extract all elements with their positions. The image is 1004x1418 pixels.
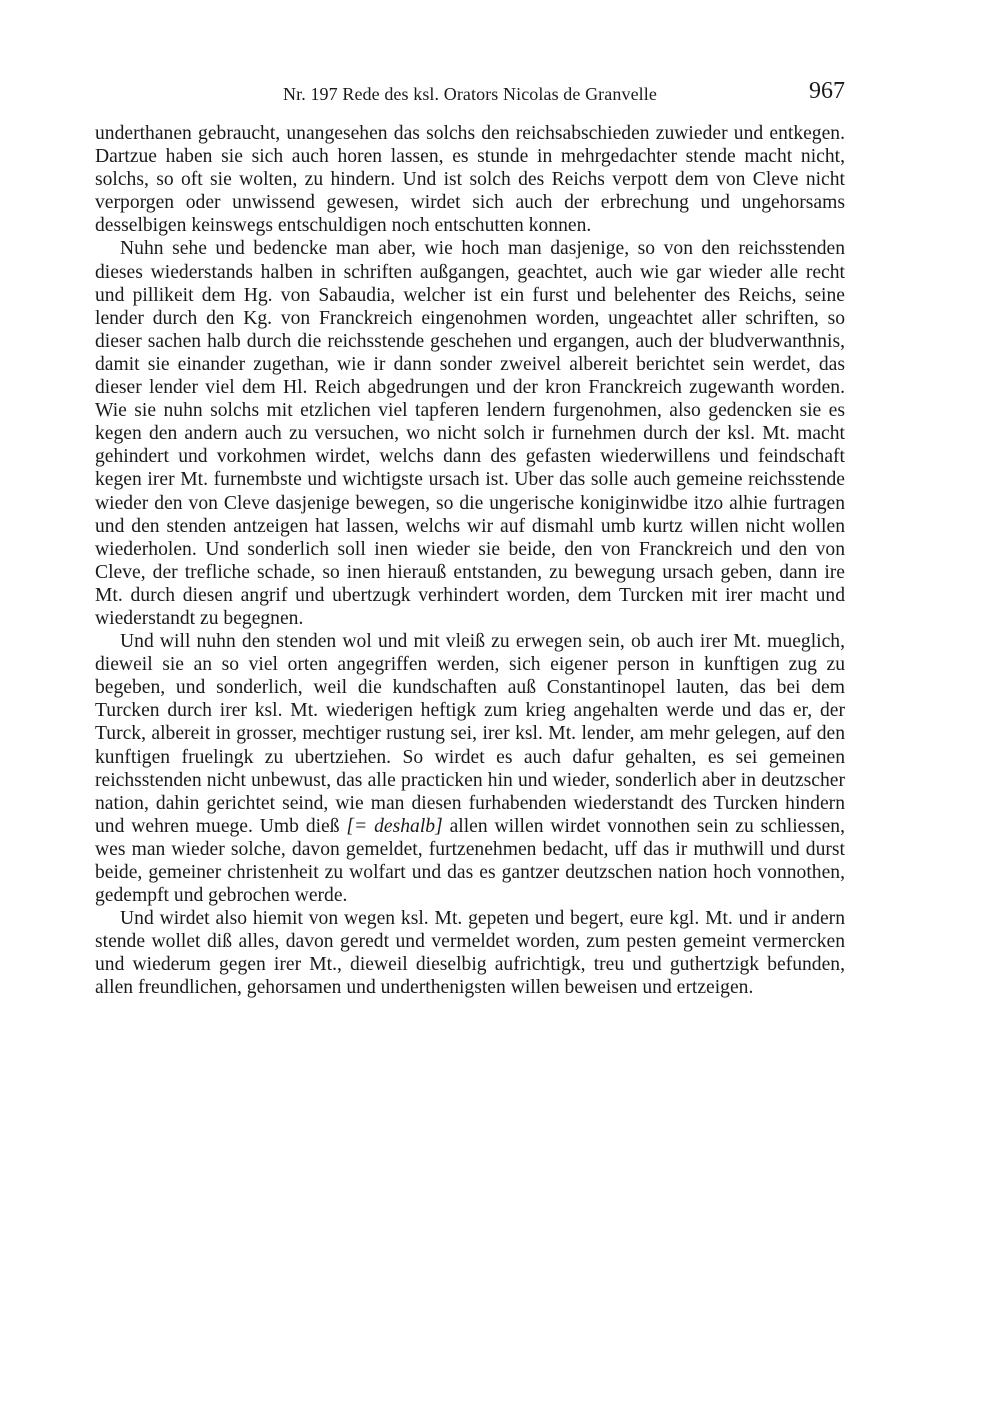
body-text <box>95 122 845 1000</box>
paragraph-text: Und will nuhn den stenden wol und mit vleiß zu erwegen sein, ob auch irer Mt. mueglich, dieweil sie an so viel orten angegriffen werden, sich eigener person in kunftigen zug zu begeben, und sonderlich, weil die kundschaften auß Constantinopel lauten, das bei dem Turcken durch irer ksl. Mt. wiederigen heftigk zum krieg angehalten werde und das er, der Turck, albereit in grosser, mechtiger rustung sei, irer ksl. Mt. lender, am mehr gelegen, auf den kunftigen fruelingk zu ubertziehen. So wirdet es auch dafur gehalten, es sei gemeinen reichsstenden nicht unbewust, das alle practicken hin und wieder, sonderlich aber in deutzscher nation, dahin gerichtet seind, wie man diesen furhabenden wiederstandt des Turcken hindern und wehren muege. Umb dieß <box>95 631 845 837</box>
paragraph-text: allen willen wirdet vonnothen sein zu schliessen, wes man wieder solche, davon gemeldet, furtzenehmen bedacht, uff das ir muthwill und durst beide, gemeiner christenheit zu wolfart und das es gantzer deutzschen nation hoch vonnothen, gedempft und gebrochen werde. <box>95 815 845 907</box>
running-header <box>95 78 845 110</box>
paragraph: Nuhn sehe und bedencke man aber, wie hoch man dasjenige, so von den reichsstenden dieses wiederstands halben in schriften außgangen, geachtet, auch wie gar wieder alle recht und pillikeit dem Hg. von Sabaudia, welcher ist ein furst und belehenter des Reichs, seine lender durch den Kg. von Franckreich eingenohmen worden, ungeachtet aller schriften, so dieser sachen halb durch die reichsstende geschehen und ergangen, auch der bludverwanthnis, damit sie einander zugethan, wie ir dann sonder zweivel albereit berichtet sein werdet, das dieser lender viel dem Hl. Reich abgedrungen und der kron Franckreich zugewanth worden. Wie sie nuhn solchs mit etzlichen viel tapferen lendern furgenohmen, also gedencken sie es kegen den andern auch zu versuchen, wo nicht solch ir furnehmen durch der ksl. Mt. macht gehindert und vorkohmen wirdet, welchs dann des gefasten wiederwillens und feindschaft kegen irer Mt. furnembste und wichtigste ursach ist. Uber das solle auch gemeine reichsstende wieder den von Cleve dasjenige bewegen, so die ungerische koniginwidbe itzo alhie furtragen und den stenden antzeigen hat lassen, welchs wir auf dismahl umb kurtz willen nicht wollen wiederholen. Und sonderlich soll inen wieder sie beide, den von Franckreich und den von Cleve, der trefliche schade, so inen hierauß entstanden, zu bewegung ursach geben, dann ire Mt. durch diesen angrif und ubertzugk verhindert worden, dem Turcken mit irer macht und wiederstandt zu begegnen. <box>95 238 845 629</box>
paragraph <box>95 630 845 907</box>
paragraph-continuation: underthanen gebraucht, unangesehen das solchs den reichsabschieden zuwieder und entkegen. Dartzue haben sie sich auch horen lassen, es stunde in mehrgedachter stende macht nicht, solchs, so oft sie wolten, zu hindern. Und ist solch des Reichs verpott dem von Cleve nicht verporgen oder unwissend gewesen, wirdet sich auch der erbrechung und ungehorsams desselbigen keinswegs entschuldigen noch entschutten konnen. <box>95 123 845 237</box>
page-number: 967 <box>809 78 845 104</box>
running-title: Nr. 197 Rede des ksl. Orators Nicolas de Granvelle <box>283 84 657 104</box>
paragraph: Und wirdet also hiemit von wegen ksl. Mt. gepeten und begert, eure kgl. Mt. und ir andern stende wollet diß alles, davon geredt und vermeldet worden, zum pesten gemeint vermercken und wiederum gegen irer Mt., dieweil dieselbig aufrichtigk, treu und guthertzigk befunden, allen freundlichen, gehorsamen und underthenigsten willen beweisen und ertzeigen. <box>95 908 845 999</box>
editorial-gloss: [= deshalb] <box>346 815 443 837</box>
document-page <box>95 78 845 1000</box>
